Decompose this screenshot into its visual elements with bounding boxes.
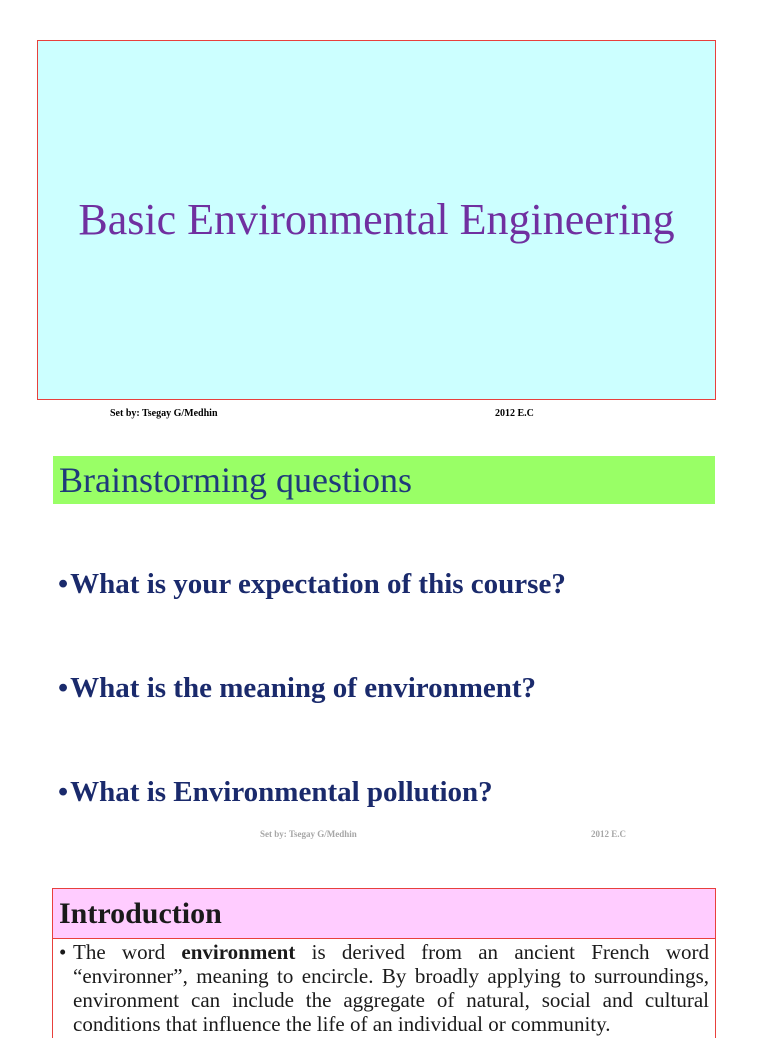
introduction-heading-box	[52, 888, 716, 939]
paragraph-bold-term: environment	[181, 940, 296, 964]
brainstorming-heading: Brainstorming questions	[59, 460, 412, 500]
title-slide	[37, 40, 716, 400]
bullet-dot-icon: •	[58, 568, 69, 600]
bullet-dot-icon: •	[59, 940, 67, 964]
footer-year: 2012 E.C	[591, 829, 627, 839]
paragraph-text	[73, 940, 709, 1036]
bullet-text: What is the meaning of environment?	[70, 672, 537, 704]
brainstorming-heading-box	[53, 456, 715, 504]
footer-year: 2012 E.C	[495, 408, 534, 419]
paragraph-text-start: The word	[73, 940, 182, 964]
introduction-paragraph	[59, 940, 709, 1036]
bullet-dot-icon: •	[58, 776, 69, 808]
slide-title: Basic Environmental Engineering	[78, 194, 675, 244]
bullet-item	[58, 776, 493, 809]
footer-author: Set by: Tsegay G/Medhin	[110, 408, 218, 419]
introduction-body	[52, 938, 716, 1038]
bullet-item	[58, 672, 536, 705]
footer-author: Set by: Tsegay G/Medhin	[260, 829, 357, 839]
bullet-text: What is Environmental pollution?	[70, 776, 493, 808]
bullet-text: What is your expectation of this course?	[70, 568, 566, 600]
paragraph-text-rest: is derived from an ancient French word “environner”, meaning to encircle. By broadly applying to surroundings, environment can include the aggregate of natural, social and cultural conditions that influence the life of an individual or community.	[73, 940, 709, 1036]
introduction-heading: Introduction	[59, 897, 222, 930]
bullet-dot-icon: •	[58, 672, 69, 704]
bullet-item	[58, 568, 566, 601]
